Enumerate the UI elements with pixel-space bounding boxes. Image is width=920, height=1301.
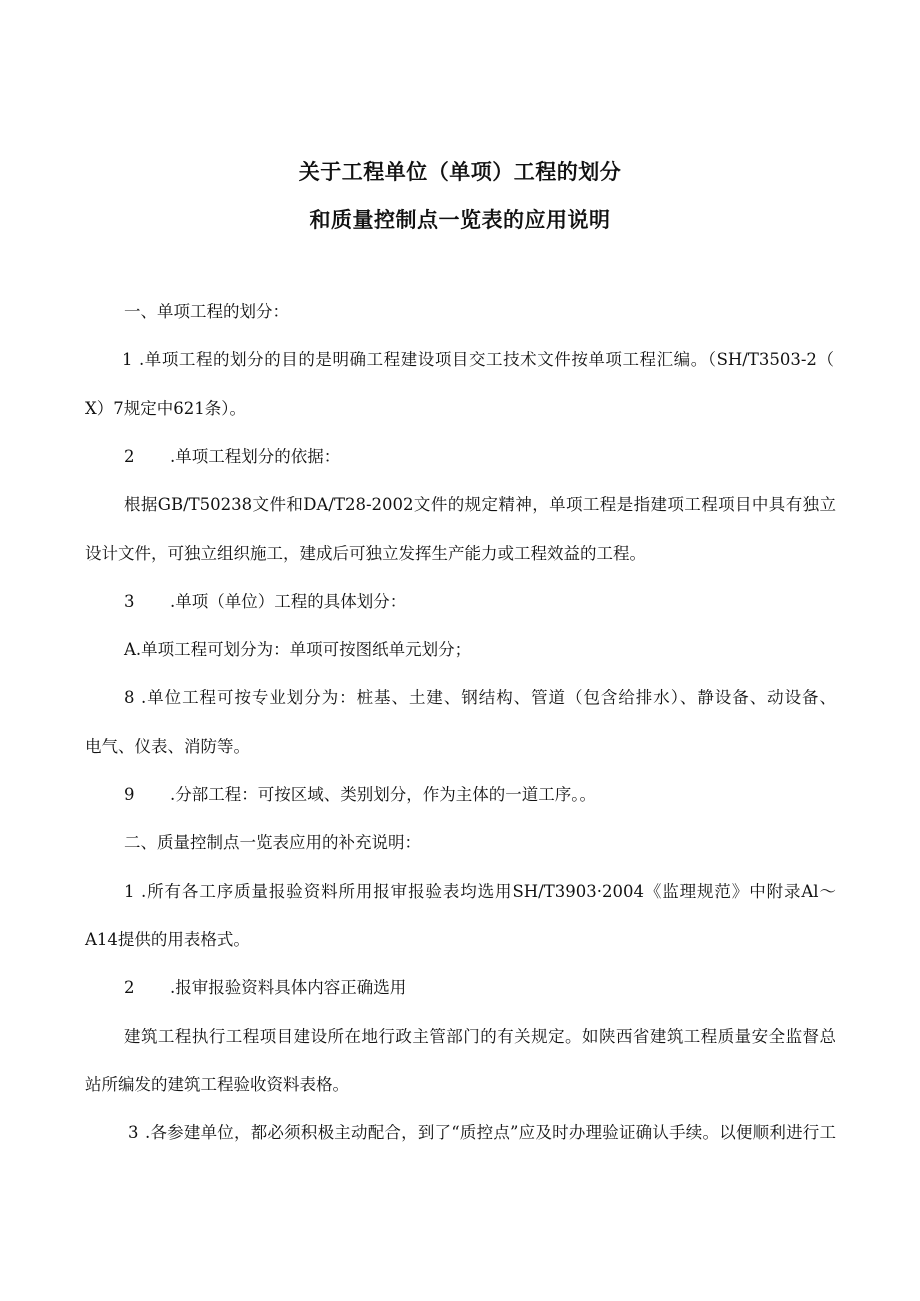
item-8-line-2: 电气、仪表、消防等。: [85, 737, 250, 756]
s2-item-2-number: 2: [124, 978, 135, 997]
item-2-body-line-1: 根据GB/T50238文件和DA/T28-2002文件的规定精神，单项工程是指建项工程项目中具有独立: [124, 495, 836, 514]
item-2-line: [124, 446, 340, 468]
s2-item-2-line: [124, 977, 406, 999]
s2-item-2-text: .报审报验资料具体内容正确选用: [170, 978, 407, 997]
item-3-line: [124, 591, 406, 613]
item-1-text: .单项工程的划分的目的是明确工程建设项目交工技术文件按单项工程汇编。（SH/T3503-2（: [139, 350, 834, 369]
item-1-number: 1: [122, 350, 133, 369]
s2-item-2-body-line-1: 建筑工程执行工程项目建设所在地行政主管部门的有关规定。如陕西省建筑工程质量安全监督总: [124, 1027, 836, 1046]
s2-item-3-number: 3: [128, 1123, 139, 1142]
item-1-line-2: X）7规定中621条）。: [85, 399, 246, 418]
s2-item-2-body-line-2: 站所编发的建筑工程验收资料表格。: [85, 1075, 349, 1094]
s2-item-1-text: .所有各工序质量报验资料所用报审报验表均选用SH/T3903·2004《监理规范》中附录Al～: [141, 882, 836, 901]
s2-item-1-line-1: [124, 881, 836, 903]
item-8-number: 8: [124, 688, 135, 707]
item-9-number: 9: [124, 785, 135, 804]
s2-item-3-text: .各参建单位，都必须积极主动配合，到了“质控点”应及时办理验证确认手续。以便顺利进行工: [145, 1123, 836, 1142]
item-2-text: .单项工程划分的依据：: [170, 447, 341, 466]
item-8-text: .单位工程可按专业划分为：桩基、土建、钢结构、管道（包含给排水）、静设备、动设备、: [141, 688, 836, 707]
item-3-text: .单项（单位）工程的具体划分：: [170, 592, 407, 611]
section-1-heading: 一、单项工程的划分：: [124, 302, 289, 321]
item-8-line-1: [124, 687, 836, 709]
item-9-line: [124, 784, 596, 806]
item-2-number: 2: [124, 447, 135, 466]
item-3-number: 3: [124, 592, 135, 611]
item-9-text: .分部工程：可按区域、类别划分，作为主体的一道工序。。: [170, 785, 596, 804]
item-a-line: A.单项工程可划分为：单项可按图纸单元划分；: [124, 640, 472, 659]
title-line-1: 关于工程单位（单项）工程的划分: [298, 159, 622, 184]
title-line-2: 和质量控制点一览表的应用说明: [309, 207, 611, 232]
item-1-line-1: [122, 349, 834, 371]
section-2-heading: 二、质量控制点一览表应用的补充说明：: [124, 833, 421, 852]
s2-item-1-number: 1: [124, 882, 135, 901]
s2-item-1-line-2: A14提供的用表格式。: [85, 930, 250, 949]
s2-item-3-line-1: [128, 1122, 836, 1144]
item-2-body-line-2: 设计文件，可独立组织施工，建成后可独立发挥生产能力或工程效益的工程。: [85, 544, 646, 563]
